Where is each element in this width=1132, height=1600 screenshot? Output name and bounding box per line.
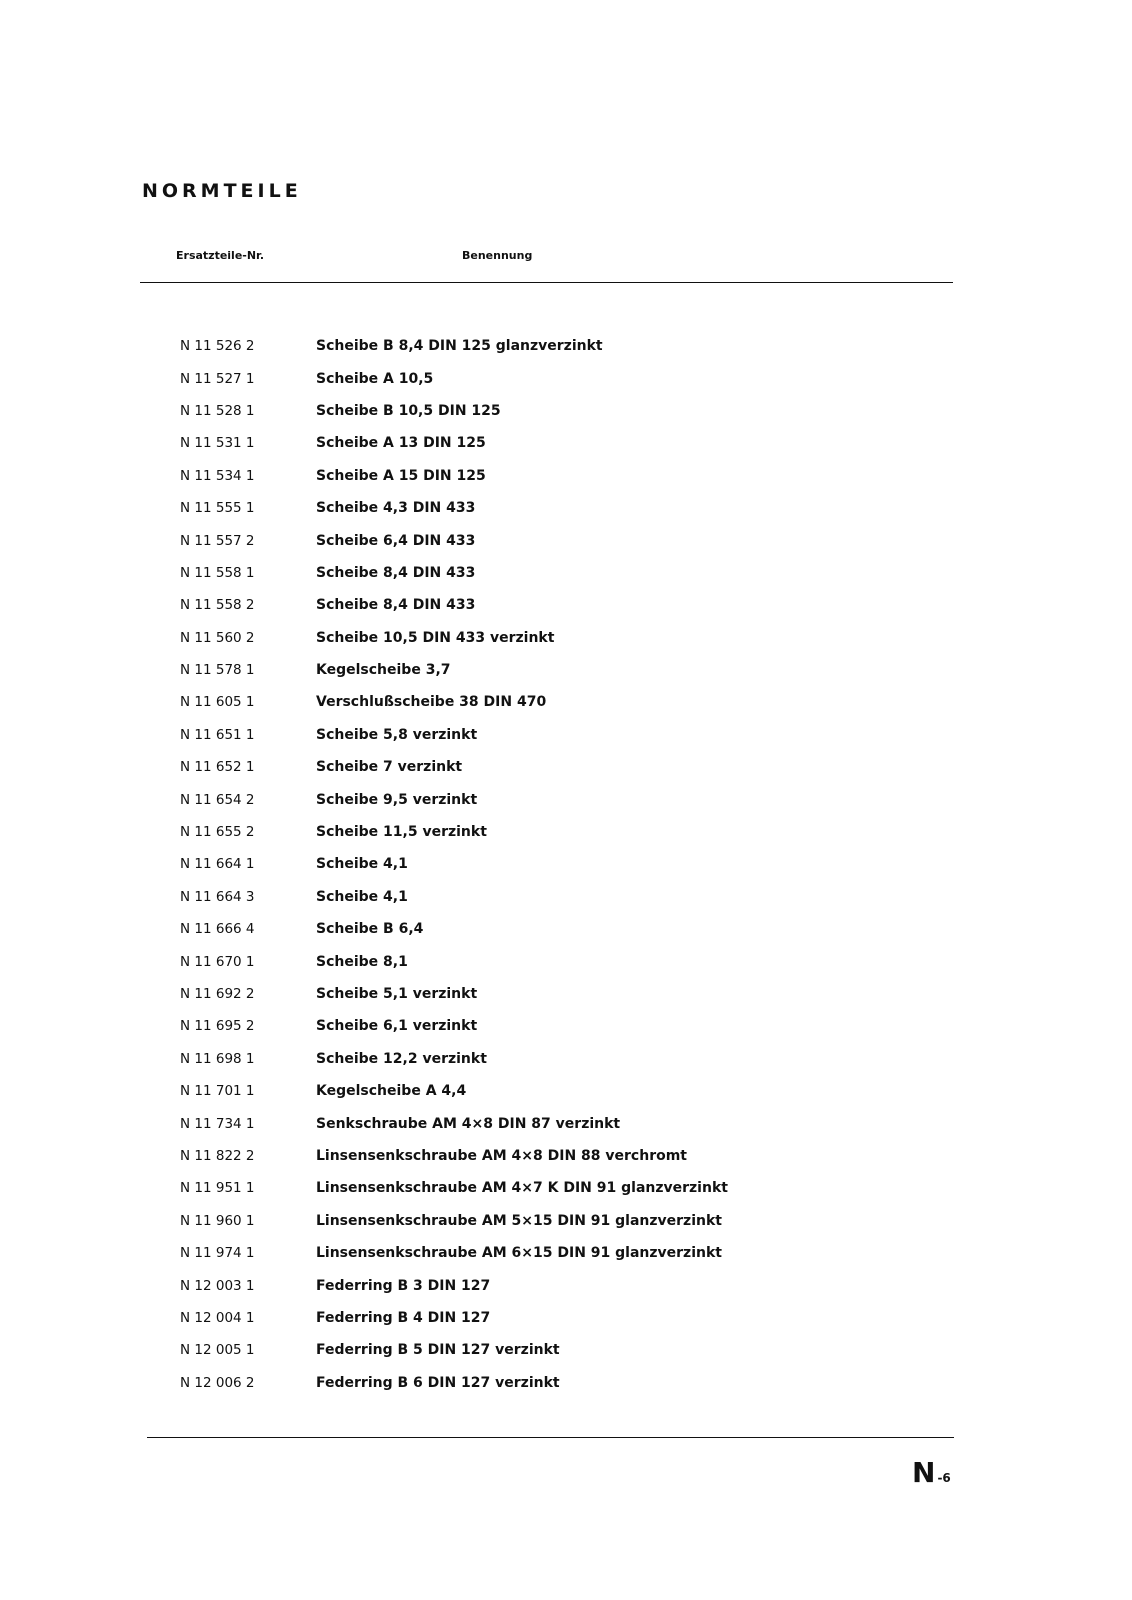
- part-name: Scheibe 11,5 verzinkt: [316, 824, 487, 841]
- part-name: Linsensenkschraube AM 4×8 DIN 88 verchromt: [316, 1147, 687, 1164]
- part-number: N 11 695 2: [180, 1018, 255, 1035]
- part-number: N 11 666 4: [180, 921, 255, 938]
- table-row: [180, 622, 940, 654]
- table-row: [180, 330, 940, 362]
- table-row: [180, 848, 940, 880]
- table-row: [180, 1140, 940, 1172]
- part-name: Scheibe B 10,5 DIN 125: [316, 402, 501, 419]
- part-name: Scheibe 7 verzinkt: [316, 759, 463, 776]
- page-title: NORMTEILE: [142, 180, 302, 202]
- part-number: N 12 005 1: [180, 1342, 255, 1359]
- table-row: [180, 1107, 940, 1139]
- part-number: N 11 526 2: [180, 338, 255, 355]
- part-name: Scheibe 6,1 verzinkt: [316, 1018, 478, 1035]
- table-row: [180, 589, 940, 621]
- part-name: Kegelscheibe 3,7: [316, 662, 451, 679]
- part-name: Scheibe 5,8 verzinkt: [316, 726, 478, 743]
- part-number: N 12 004 1: [180, 1309, 255, 1326]
- parts-list: [180, 330, 940, 1399]
- table-row: [180, 1043, 940, 1075]
- part-number: N 11 960 1: [180, 1212, 255, 1229]
- part-number: N 11 652 1: [180, 759, 255, 776]
- part-number: N 11 531 1: [180, 435, 255, 452]
- part-name: Scheibe A 15 DIN 125: [316, 467, 486, 484]
- part-number: N 11 664 3: [180, 888, 255, 905]
- table-row: [180, 751, 940, 783]
- part-number: N 11 558 1: [180, 564, 255, 581]
- part-name: Scheibe 8,4 DIN 433: [316, 597, 476, 614]
- table-row: [180, 524, 940, 556]
- page-number: [912, 1456, 951, 1489]
- part-number: N 11 527 1: [180, 370, 255, 387]
- part-number: N 12 003 1: [180, 1277, 255, 1294]
- part-number: N 11 655 2: [180, 824, 255, 841]
- part-name: Linsensenkschraube AM 4×7 K DIN 91 glanzverzinkt: [316, 1180, 728, 1197]
- table-row: [180, 1367, 940, 1399]
- part-name: Linsensenkschraube AM 5×15 DIN 91 glanzverzinkt: [316, 1212, 722, 1229]
- table-row: [180, 1302, 940, 1334]
- table-row: [180, 1172, 940, 1204]
- part-number: N 11 578 1: [180, 662, 255, 679]
- part-number: N 11 701 1: [180, 1083, 255, 1100]
- table-row: [180, 978, 940, 1010]
- part-name: Scheibe 8,1: [316, 953, 408, 970]
- table-row: [180, 913, 940, 945]
- table-row: [180, 1010, 940, 1042]
- part-name: Linsensenkschraube AM 6×15 DIN 91 glanzverzinkt: [316, 1245, 722, 1262]
- table-row: [180, 719, 940, 751]
- part-name: Federring B 4 DIN 127: [316, 1309, 491, 1326]
- part-number: N 11 651 1: [180, 726, 255, 743]
- part-name: Federring B 5 DIN 127 verzinkt: [316, 1342, 560, 1359]
- page-number-letter: N: [912, 1456, 936, 1489]
- part-number: N 11 692 2: [180, 986, 255, 1002]
- part-name: Scheibe 12,2 verzinkt: [316, 1050, 487, 1067]
- part-name: Scheibe 6,4 DIN 433: [316, 532, 476, 549]
- footer-divider: [147, 1437, 954, 1438]
- part-number: N 11 528 1: [180, 402, 255, 419]
- part-name: Senkschraube AM 4×8 DIN 87 verzinkt: [316, 1115, 621, 1132]
- part-number: N 12 006 2: [180, 1374, 255, 1391]
- part-name: Verschlußscheibe 38 DIN 470: [316, 694, 547, 711]
- part-number: N 11 734 1: [180, 1115, 255, 1132]
- table-row: [180, 881, 940, 913]
- part-number: N 11 654 2: [180, 791, 255, 808]
- part-name: Scheibe 4,1: [316, 856, 408, 873]
- table-row: [180, 654, 940, 686]
- part-number: N 11 822 2: [180, 1147, 255, 1164]
- part-number: N 11 605 1: [180, 694, 255, 711]
- table-row: [180, 492, 940, 524]
- part-number: N 11 560 2: [180, 629, 255, 646]
- table-row: [180, 557, 940, 589]
- part-number: N 11 534 1: [180, 467, 255, 484]
- table-row: [180, 686, 940, 718]
- table-row: [180, 460, 940, 492]
- part-number: N 11 670 1: [180, 953, 255, 970]
- part-number: N 11 698 1: [180, 1050, 255, 1067]
- table-row: [180, 1269, 940, 1301]
- column-header-part-number: Ersatzteile-Nr.: [176, 249, 265, 262]
- part-number: N 11 555 1: [180, 500, 255, 517]
- part-name: Scheibe B 8,4 DIN 125 glanzverzinkt: [316, 338, 603, 355]
- table-row: [180, 1205, 940, 1237]
- table-row: [180, 783, 940, 815]
- table-row: [180, 395, 940, 427]
- part-name: Scheibe A 13 DIN 125: [316, 435, 486, 452]
- part-number: N 11 974 1: [180, 1245, 255, 1262]
- table-row: [180, 945, 940, 977]
- part-name: Scheibe B 6,4: [316, 921, 424, 938]
- table-row: [180, 1075, 940, 1107]
- part-name: Scheibe 5,1 verzinkt: [316, 986, 478, 1002]
- header-divider: [140, 282, 953, 283]
- page-number-suffix: -6: [937, 1471, 951, 1485]
- part-number: N 11 558 2: [180, 597, 255, 614]
- part-name: Scheibe A 10,5: [316, 370, 434, 387]
- part-name: Scheibe 8,4 DIN 433: [316, 564, 476, 581]
- table-row: [180, 816, 940, 848]
- column-header-name: Benennung: [462, 249, 533, 262]
- part-name: Scheibe 4,1: [316, 888, 408, 905]
- part-name: Kegelscheibe A 4,4: [316, 1083, 467, 1100]
- table-row: [180, 362, 940, 394]
- table-row: [180, 427, 940, 459]
- part-name: Scheibe 4,3 DIN 433: [316, 500, 476, 517]
- table-row: [180, 1334, 940, 1366]
- part-number: N 11 664 1: [180, 856, 255, 873]
- part-name: Federring B 6 DIN 127 verzinkt: [316, 1374, 560, 1391]
- part-name: Scheibe 10,5 DIN 433 verzinkt: [316, 629, 555, 646]
- part-name: Scheibe 9,5 verzinkt: [316, 791, 478, 808]
- part-number: N 11 557 2: [180, 532, 255, 549]
- part-name: Federring B 3 DIN 127: [316, 1277, 491, 1294]
- table-row: [180, 1237, 940, 1269]
- part-number: N 11 951 1: [180, 1180, 255, 1197]
